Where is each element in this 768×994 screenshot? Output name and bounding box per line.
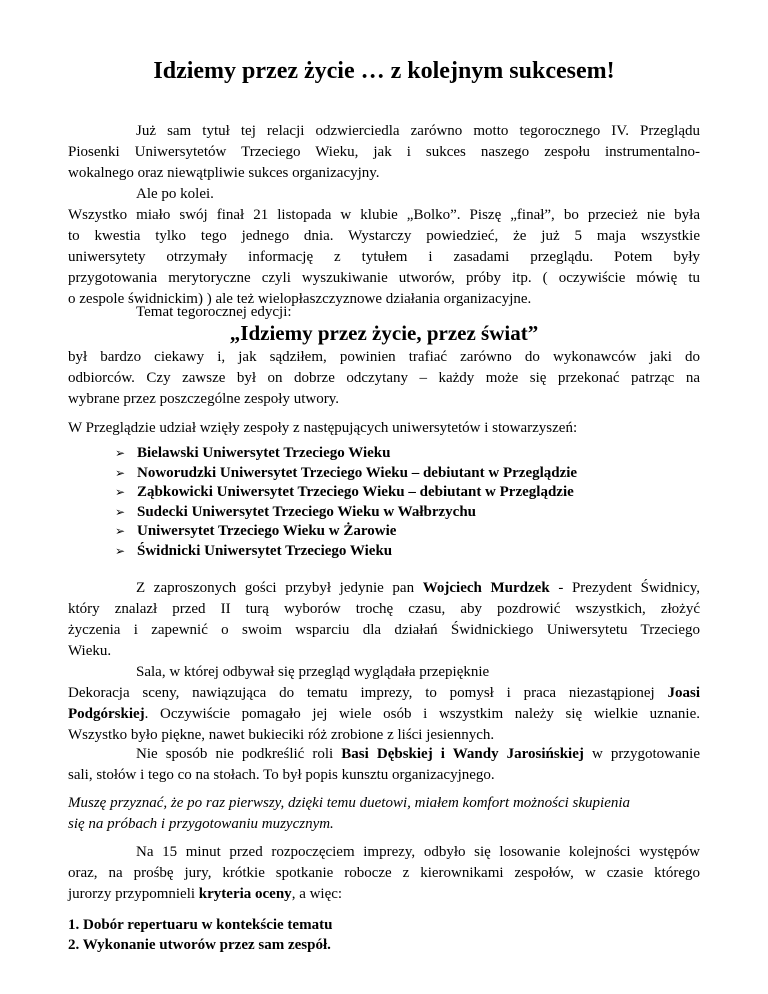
intro-line-7: uniwersytety otrzymały informację z tytułem i zasadami przeglądu. Potem były	[68, 249, 700, 265]
after-motto-line-1: był bardzo ciekawy i, jak sądziłem, powinien trafiać zarówno do wykonawców jaki do	[68, 349, 700, 365]
before-show-line-1: Na 15 minut przed rozpoczęciem imprezy, odbyło się losowanie kolejności występów	[136, 844, 700, 860]
quote-line-1: Muszę przyznać, że po raz pierwszy, dzięki temu duetowi, miałem komfort możności skupienia	[68, 795, 631, 811]
document-title: Idziemy przez życie … z kolejnym sukcesem!	[153, 58, 615, 84]
roles-line-1: Nie sposób nie podkreślić roli Basi Dębskiej i Wandy Jarosińskiej w przygotowanie	[136, 746, 700, 762]
list-item: ➢ Ząbkowicki Uniwersytet Trzeciego Wieku – debiutant w Przeglądzie	[115, 483, 577, 503]
hall-line-3: Podgórskiej. Oczywiście pomagało jej wiele osób i wszystkim należy się wielkie uznanie.	[68, 706, 700, 722]
after-motto-paragraph	[68, 347, 700, 410]
hall-paragraph	[68, 662, 700, 746]
quote-line-2: się na próbach i przygotowaniu muzycznym.	[68, 816, 334, 832]
intro-line-1: Już sam tytuł tej relacji odzwierciedla zarówno motto tegorocznego IV. Przeglądu	[136, 123, 700, 139]
guest-line-4: Wieku.	[68, 643, 112, 659]
arrow-bullet-icon: ➢	[115, 543, 126, 558]
hall-line-2: Dekoracja sceny, nawiązująca do tematu imprezy, to pomysł i praca niezastąpionej Joasi	[68, 685, 700, 701]
list-item: ➢ Sudecki Uniwersytet Trzeciego Wieku w Wałbrzychu	[115, 503, 577, 523]
arrow-bullet-icon: ➢	[115, 465, 126, 480]
after-motto-line-3: wybrane przez poszczególne zespoły utwory.	[68, 391, 339, 407]
arrow-bullet-icon: ➢	[115, 485, 126, 500]
list-item: ➢ Świdnicki Uniwersytet Trzeciego Wieku	[115, 542, 577, 562]
before-show-line-3-end: , a więc:	[291, 886, 343, 902]
before-show-paragraph	[68, 842, 700, 905]
participants-list	[115, 444, 577, 562]
intro-line-3: wokalnego oraz niewątpliwie sukces organizacyjny.	[68, 165, 380, 181]
criteria-item-1: 1. Dobór repertuaru w kontekście tematu	[68, 917, 333, 933]
intro-line-2: Piosenki Uniwersytetów Trzeciego Wieku, jak i sukces naszego zespołu instrumentalno-	[68, 144, 700, 160]
guest-line-3: życzenia i zapewnić o swoim wsparciu dla działań Świdnickiego Uniwersytetu Trzeciego	[68, 622, 700, 638]
arrow-bullet-icon: ➢	[115, 446, 126, 460]
theme-intro	[68, 302, 700, 323]
arrow-bullet-icon: ➢	[115, 524, 126, 539]
intro-line-4: Ale po kolei.	[136, 186, 214, 202]
intro-line-5: Wszystko miało swój finał 21 listopada w klubie „Bolko”. Piszę „finał”, bo przecież nie była	[68, 207, 700, 223]
intro-line-6: to kwestia tylko tego jednego dnia. Wystarczy powiedzieć, że już 5 maja wszystkie	[68, 228, 700, 244]
criteria-item-2: 2. Wykonanie utworów przez sam zespół.	[68, 937, 331, 953]
before-show-line-3-start: jurorzy przypomnieli	[68, 886, 199, 902]
hall-line-4: Wszystko było piękne, nawet bukieciki róż zrobione z liści jesiennych.	[68, 727, 495, 743]
guest-line-2: który znalazł przed II turą wyborów trochę czasu, aby pozdrowić wszystkich, złożyć	[68, 601, 700, 617]
after-motto-line-2: odbiorców. Czy zawsze był on dobrze odczytany – każdy może się przekonać patrząc na	[68, 370, 700, 386]
list-item: ➢ Noworudzki Uniwersytet Trzeciego Wieku – debiutant w Przeglądzie	[115, 464, 577, 484]
arrow-bullet-icon: ➢	[115, 504, 126, 519]
criteria-emphasis: kryteria oceny	[198, 886, 292, 902]
roles-paragraph	[68, 744, 700, 786]
before-show-line-3	[68, 884, 700, 905]
intro-line-9: o zespole świdnickim) ) ale też wielopłaszczyznowe działania organizacyjne.	[68, 291, 532, 307]
guest-paragraph	[68, 578, 700, 662]
list-item: ➢ Bielawski Uniwersytet Trzeciego Wieku	[115, 444, 577, 464]
roles-line-2: sali, stołów i tego co na stołach. To był popis kunsztu organizacyjnego.	[68, 767, 495, 783]
participants-intro-text: W Przeglądzie udział wzięły zespoły z następujących uniwersytetów i stowarzyszeń:	[68, 420, 578, 436]
intro-paragraph	[68, 121, 700, 310]
intro-line-8: przygotowania merytoryczne czyli wyszukiwanie utworów, próby itp. ( oczywiście mówię tu	[68, 270, 700, 286]
guest-name: Wojciech Murdzek	[422, 580, 550, 596]
list-item: ➢ Uniwersytet Trzeciego Wieku w Żarowie	[115, 522, 577, 542]
quote-paragraph	[68, 793, 700, 835]
guest-line-1: Z zaproszonych gości przybył jedynie pan Wojciech Murdzek - Prezydent Świdnicy,	[136, 580, 701, 596]
motto-heading: „Idziemy przez życie, przez świat”	[229, 321, 539, 345]
criteria-list	[68, 915, 332, 955]
before-show-line-2: oraz, na prośbę jury, krótkie spotkanie robocze z kierownikami zespołów, w czasie którego	[68, 865, 700, 881]
theme-intro-text: Temat tegorocznej edycji:	[136, 304, 292, 320]
participants-intro	[68, 418, 700, 439]
hall-line-1: Sala, w której odbywał się przegląd wyglądała przepięknie	[136, 664, 490, 680]
